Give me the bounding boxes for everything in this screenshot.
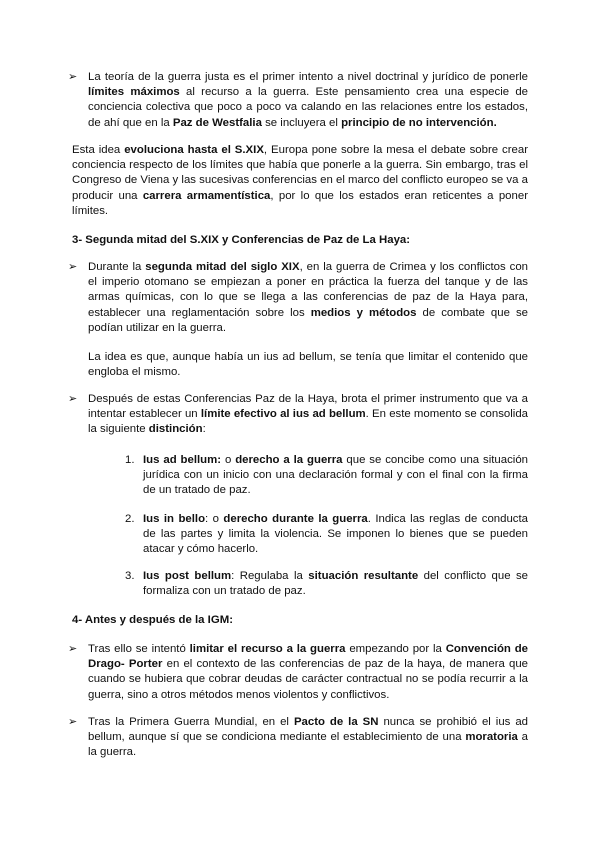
section-heading: 4- Antes y después de la IGM: bbox=[72, 614, 233, 626]
arrow-bullet-icon: ➢ bbox=[68, 393, 78, 405]
arrow-bullet-icon: ➢ bbox=[68, 261, 78, 273]
item-number: 3. bbox=[125, 570, 135, 582]
arrow-bullet-icon: ➢ bbox=[68, 716, 78, 728]
bullet-item bbox=[68, 70, 528, 131]
bullet-subparagraph: La idea es que, aunque había un ius ad bellum, se tenía que limitar el contenido que engloba el mismo. bbox=[88, 351, 528, 379]
item-number: 2. bbox=[125, 513, 135, 525]
section-heading: 3- Segunda mitad del S.XIX y Conferencias de Paz de La Haya: bbox=[72, 234, 411, 246]
bullet-item bbox=[68, 260, 528, 336]
item-number: 1. bbox=[125, 454, 135, 466]
bullet-text: Tras la Primera Guerra Mundial, en el Pacto de la SN nunca se prohibió el ius ad bellum, aunque sí que se condiciona mediante el establecimiento de una moratoria a la guerra. bbox=[88, 716, 528, 759]
arrow-bullet-icon: ➢ bbox=[68, 71, 78, 83]
bullet-text: Durante la segunda mitad del siglo XIX, en la guerra de Crimea y los conflictos con el imperio otomano se empiezan a poner en práctica la fuerza del tanque y de las armas químicas, con lo que se llega a las conferencias de paz de la Haya para, establecer una reglamentación sobre los medios y métodos de combate que se podían utilizar en la guerra. bbox=[88, 261, 528, 334]
numbered-item: 2. Ius in bello: o derecho durante la guerra. Indica las reglas de conducta de las partes y limita la violencia. Se imponen lo bienes que se pueden atacar y cómo hacerlo. bbox=[125, 513, 528, 556]
numbered-item: 3. Ius post bellum: Regulaba la situación resultante del conflicto que se formaliza con un tratado de paz. bbox=[125, 570, 529, 598]
bullet-text: La teoría de la guerra justa es el primer intento a nivel doctrinal y jurídico de ponerle límites máximos al recurso a la guerra. Este pensamiento crea una especie de conciencia colectiva que poco a poco va calando en las relaciones entre los estados, de ahí que en la Paz de Westfalia se incluyera el principio de no intervención. bbox=[88, 71, 528, 129]
bullet-item bbox=[68, 392, 528, 438]
bullet-item bbox=[68, 642, 529, 703]
bullet-item bbox=[68, 715, 528, 761]
paragraph: Esta idea evoluciona hasta el S.XIX, Europa pone sobre la mesa el debate sobre crear conciencia respecto de los límites que había que ponerle a la guerra. Sin embargo, tras el Congreso de Viena y las sucesivas conferencias en el marco del conflicto europeo se va a producir una carrera armamentística, por lo que los estados eran reticentes a poner límites. bbox=[72, 144, 528, 217]
bullet-text: Después de estas Conferencias Paz de la Haya, brota el primer instrumento que va a intentar establecer un límite efectivo al ius ad bellum. En este momento se consolida la siguiente distinción: bbox=[88, 393, 528, 436]
arrow-bullet-icon: ➢ bbox=[68, 643, 78, 655]
numbered-item: 1. Ius ad bellum: o derecho a la guerra que se concibe como una situación jurídica con un inicio con una declaración formal y con el final con la firma de un tratado de paz. bbox=[125, 454, 528, 497]
bullet-text: Tras ello se intentó limitar el recurso a la guerra empezando por la Convención de Drago- Porter en el contexto de las conferencias de paz de la haya, de manera que cuando se hubiera que cobrar deudas de carácter contractual no se podía recurrir a la guerra, sino a otros métodos menos violentos y conflictivos. bbox=[88, 643, 529, 701]
